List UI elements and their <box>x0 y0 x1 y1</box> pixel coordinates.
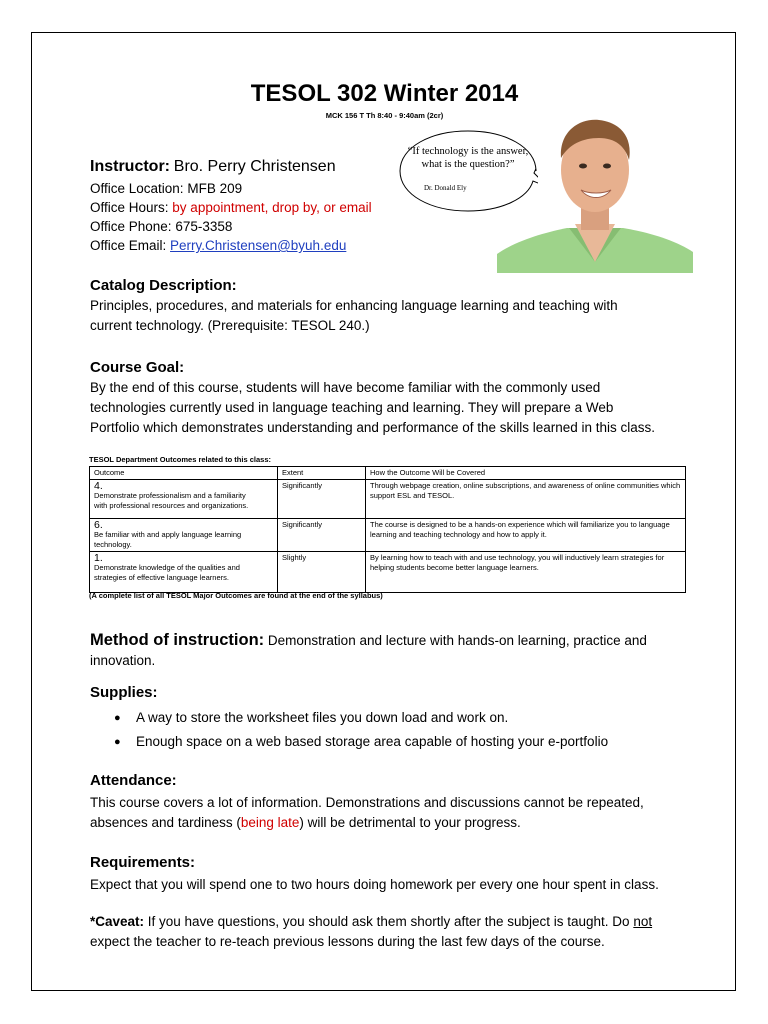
how-cell: The course is designed to be a hands-on experience which will familiarize you to language learning and teaching technology and how to apply it. <box>366 519 686 552</box>
list-item <box>90 706 608 730</box>
table-header: How the Outcome Will be Covered <box>366 467 686 480</box>
attendance-heading: Attendance: <box>90 772 177 789</box>
caveat-emphasis: not <box>633 914 653 929</box>
method-line <box>90 629 647 652</box>
table-row <box>90 480 686 519</box>
method-text: Demonstration and lecture with hands-on learning, practice and <box>267 633 647 648</box>
instructor-label: Instructor: <box>90 158 170 175</box>
outcome-cell <box>90 552 278 593</box>
table-header: Extent <box>278 467 366 480</box>
requirements-heading: Requirements: <box>90 854 196 871</box>
attendance-text-part: ) will be detrimental to your progress. <box>299 815 521 830</box>
bullet-icon: ● <box>114 712 121 724</box>
extent-cell: Significantly <box>278 480 366 519</box>
office-hours-label: Office Hours: <box>90 200 169 215</box>
attendance-line: This course covers a lot of information. Demonstrations and discussions cannot be repeated, <box>90 795 644 810</box>
attendance-emphasis: being late <box>240 815 300 830</box>
syllabus-page <box>31 32 736 991</box>
goal-text <box>90 378 655 438</box>
outcome-cell <box>90 480 278 519</box>
list-item <box>90 730 608 754</box>
outcome-number: 4. <box>94 480 103 492</box>
office-location-value: MFB 209 <box>187 181 243 196</box>
supply-text: Enough space on a web based storage area capable of hosting your e-portfolio <box>136 734 609 749</box>
goal-line: By the end of this course, students will have become familiar with the commonly used <box>90 380 601 395</box>
outcomes-note: (A complete list of all TESOL Major Outcomes are found at the end of the syllabus) <box>89 591 383 600</box>
catalog-text <box>90 296 618 336</box>
instructor-line <box>90 157 336 177</box>
outcome-number: 1. <box>94 552 103 564</box>
outcome-text: Demonstrate professionalism and a familiarity with professional resources and organizations. <box>94 491 249 510</box>
office-location-label: Office Location: <box>90 181 184 196</box>
outcome-text: Be familiar with and apply language learning technology. <box>94 530 242 549</box>
office-hours-value: by appointment, drop by, or email <box>172 200 372 215</box>
office-email-label: Office Email: <box>90 238 167 253</box>
outcome-text: Demonstrate knowledge of the qualities and strategies of effective language learners. <box>94 563 240 582</box>
quote-author: Dr. Donald Ely <box>424 184 467 192</box>
table-row <box>90 552 686 593</box>
office-phone-label: Office Phone: <box>90 219 172 234</box>
outcomes-table <box>89 466 686 593</box>
how-cell: By learning how to teach with and use technology, you will inductively learn strategies for helping students become better language learners. <box>366 552 686 593</box>
quote-text: “If technology is the answer, what is the question?” <box>407 146 529 170</box>
how-cell: Through webpage creation, online subscriptions, and awareness of online communities which support ESL and TESOL. <box>366 480 686 519</box>
attendance-text-part: absences and tardiness ( <box>90 815 241 830</box>
method-heading: Method of instruction: <box>90 631 265 649</box>
supplies-heading: Supplies: <box>90 684 158 701</box>
method-text-continued: innovation. <box>90 653 156 668</box>
outcomes-caption: TESOL Department Outcomes related to this class: <box>89 455 271 464</box>
office-phone-line <box>90 217 232 236</box>
table-header: Outcome <box>90 467 278 480</box>
outcome-cell <box>90 519 278 552</box>
office-hours-line <box>90 198 372 217</box>
attendance-line <box>90 813 644 833</box>
office-email-link[interactable]: Perry.Christensen@byuh.edu <box>170 238 347 253</box>
office-email-line <box>90 236 346 255</box>
extent-cell: Significantly <box>278 519 366 552</box>
attendance-text <box>90 793 644 833</box>
caveat-line <box>90 912 652 932</box>
office-location-line <box>90 179 242 198</box>
supply-text: A way to store the worksheet files you down load and work on. <box>136 710 509 725</box>
instructor-photo <box>497 112 693 273</box>
bullet-icon: ● <box>114 736 121 748</box>
caveat-text: If you have questions, you should ask them shortly after the subject is taught. Do <box>144 914 634 929</box>
catalog-line: current technology. (Prerequisite: TESOL 240.) <box>90 318 370 333</box>
goal-heading: Course Goal: <box>90 359 185 376</box>
caveat-block <box>90 912 652 952</box>
caveat-label: *Caveat: <box>90 914 145 929</box>
class-schedule: MCK 156 T Th 8:40 - 9:40am (2cr) <box>325 111 444 120</box>
goal-line: technologies currently used in language teaching and learning. They will prepare a Web <box>90 400 614 415</box>
extent-cell: Slightly <box>278 552 366 593</box>
outcome-number: 6. <box>94 519 103 531</box>
table-header-row <box>90 467 686 480</box>
page-title: TESOL 302 Winter 2014 <box>250 80 519 107</box>
requirements-text: Expect that you will spend one to two hours doing homework per every one hour spent in class. <box>90 877 659 892</box>
catalog-line: Principles, procedures, and materials for enhancing language learning and teaching with <box>90 298 618 313</box>
instructor-name: Bro. Perry Christensen <box>173 158 336 175</box>
caveat-line: expect the teacher to re-teach previous lessons during the last few days of the course. <box>90 934 605 949</box>
supplies-list <box>90 706 608 754</box>
office-phone-value: 675-3358 <box>175 219 233 234</box>
table-row <box>90 519 686 552</box>
goal-line: Portfolio which demonstrates understanding and performance of the skills learned in this class. <box>90 420 656 435</box>
catalog-heading: Catalog Description: <box>90 277 237 294</box>
